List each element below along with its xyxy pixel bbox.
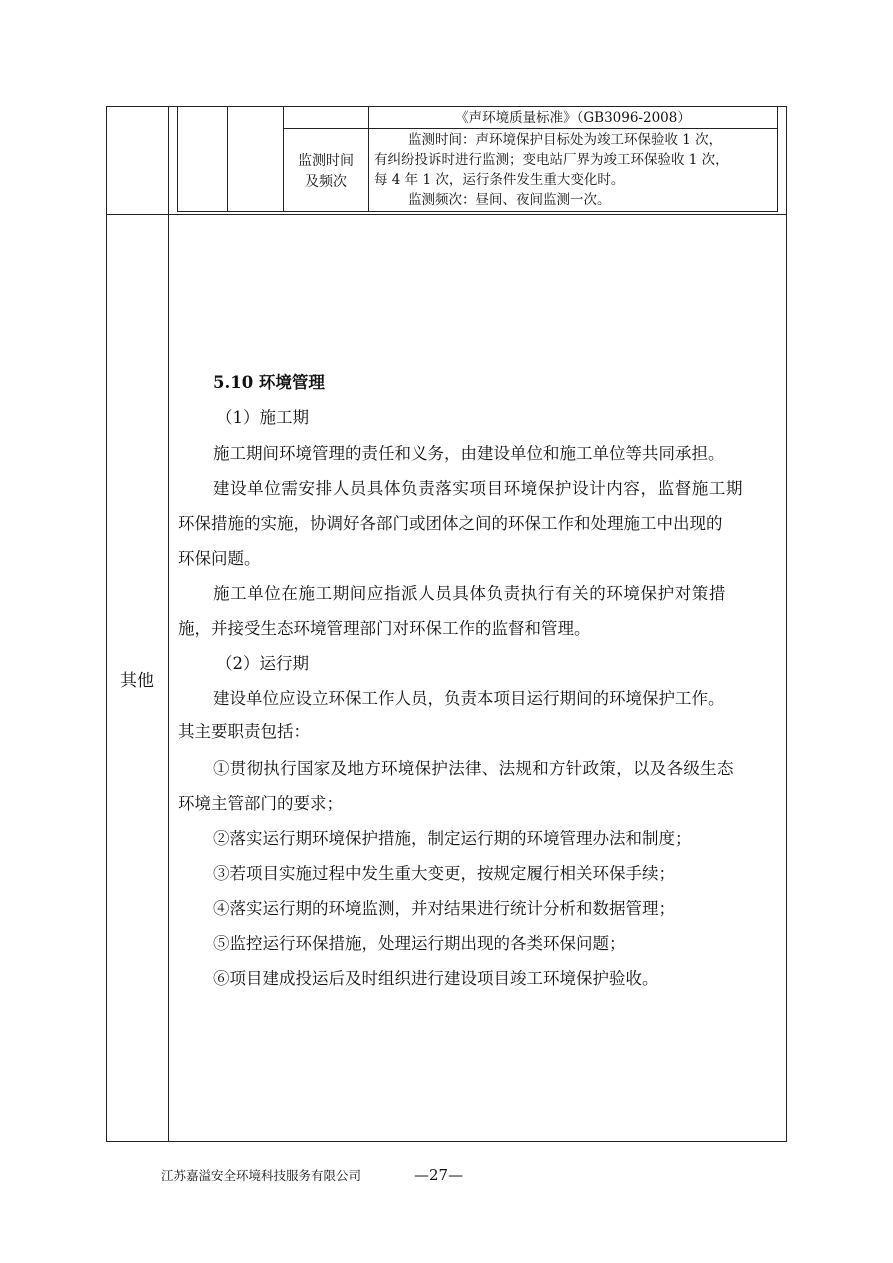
paragraph-line: 施工期间环境管理的责任和义务，由建设单位和施工单位等共同承担。	[213, 444, 725, 463]
monitor-label	[285, 151, 367, 193]
inner-column-divider-2	[283, 106, 284, 212]
paragraph-line: 施工单位在施工期间应指派人员具体负责执行有关的环境保护对策措	[213, 584, 726, 603]
monitor-line: 监测时间：声环境保护目标处为竣工环保验收 1 次，	[408, 132, 723, 148]
monitor-label-line1: 监测时间	[298, 153, 354, 169]
paragraph-line: 环保问题。	[178, 549, 261, 568]
page-number: —27—	[414, 1166, 464, 1184]
paragraph-line: ②落实运行期环境保护措施，制定运行期的环境管理办法和制度；	[213, 829, 692, 848]
paragraph-line: ①贯彻执行国家及地方环境保护法律、法规和方针政策，以及各级生态	[213, 759, 734, 778]
paragraph-line: ⑥项目建成投运后及时组织进行建设项目竣工环境保护验收。	[213, 969, 659, 988]
standard-text: 《声环境质量标准》（GB3096-2008）	[455, 110, 691, 126]
paragraph-line: 环境主管部门的要求；	[178, 794, 343, 813]
column-divider	[168, 106, 169, 1142]
paragraph-line: 环保措施的实施，协调好各部门或团体之间的环保工作和处理施工中出现的	[178, 514, 723, 533]
paragraph-line: （1）施工期	[216, 408, 309, 427]
monitor-line: 每 4 年 1 次，运行条件发生重大变化时。	[374, 172, 625, 188]
paragraph-line: ⑤监控运行环保措施，处理运行期出现的各类环保问题；	[213, 934, 626, 953]
paragraph-line: 建设单位应设立环保工作人员，负责本项目运行期间的环境保护工作。	[213, 689, 725, 708]
inner-column-divider-1	[227, 106, 228, 212]
paragraph-line: ④落实运行期的环境监测，并对结果进行统计分析和数据管理；	[213, 899, 675, 918]
monitor-text	[374, 130, 778, 210]
footer-company: 江苏嘉溢安全环境科技服务有限公司	[161, 1168, 362, 1183]
paragraph-line: 建设单位需安排人员具体负责落实项目环境保护设计内容，监督施工期	[213, 479, 744, 498]
paragraph-line: （2）运行期	[216, 654, 309, 673]
inner-row-divider	[283, 128, 777, 129]
monitor-label-line2: 及频次	[305, 174, 347, 190]
monitor-line: 有纠纷投诉时进行监测；变电站厂界为竣工环保验收 1 次，	[374, 152, 729, 168]
paragraph-line: ③若项目实施过程中发生重大变更，按规定履行相关环保手续；	[213, 864, 675, 883]
other-row-label: 其他	[120, 671, 154, 691]
paragraph-line: 施，并接受生态环境管理部门对环保工作的监督和管理。	[178, 619, 591, 638]
monitor-line: 监测频次：昼间、夜间监测一次。	[408, 192, 611, 208]
section-heading: 5.10 环境管理	[213, 373, 325, 392]
paragraph-line: 其主要职责包括：	[178, 722, 310, 741]
inner-column-divider-3	[368, 106, 369, 212]
row-divider	[106, 214, 787, 215]
